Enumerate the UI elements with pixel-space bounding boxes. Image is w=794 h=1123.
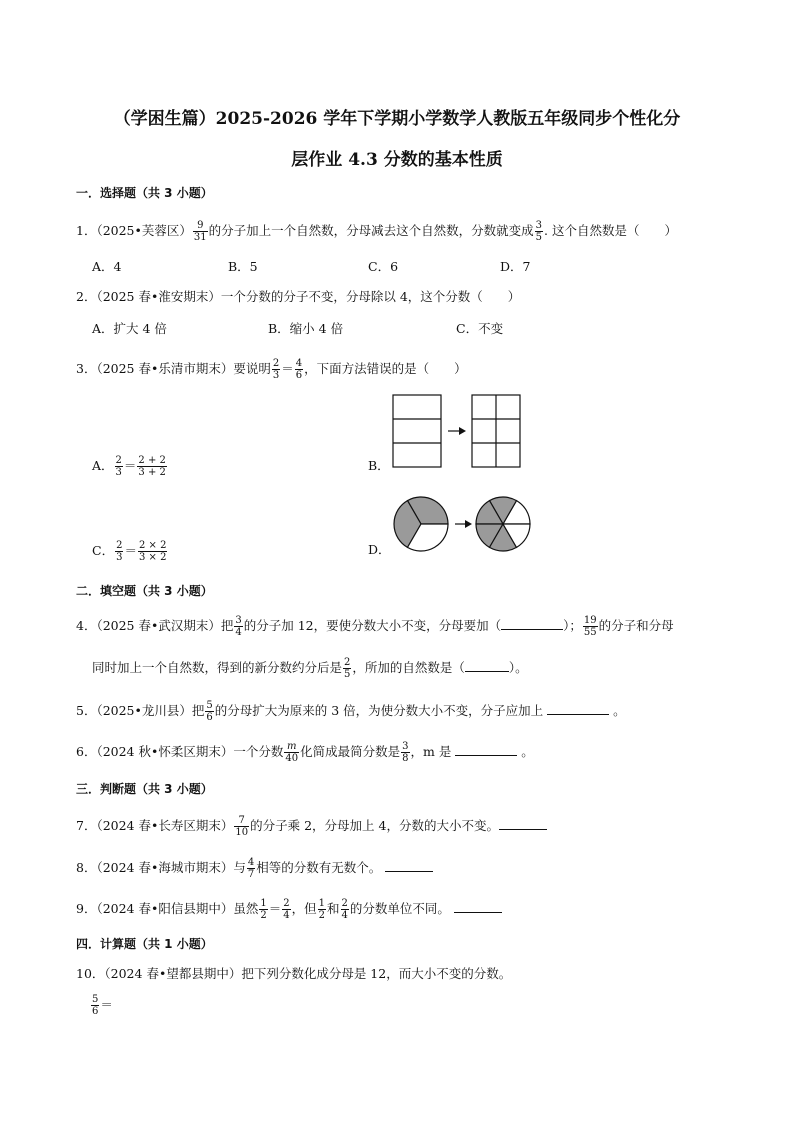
q9-fraction-a: $\frac{1}{2}$ (260, 898, 267, 921)
q4-answer-blank-1[interactable] (501, 617, 563, 630)
question-2: 2．（2025 春•淮安期末）一个分数的分子不变，分母除以 4，这个分数（ ） (76, 289, 521, 304)
q9-fraction-c: $\frac{1}{2}$ (318, 898, 326, 921)
q2-option-c[interactable]: C．不变 (456, 321, 504, 336)
q6-prefix: 6．（2024 秋•怀柔区期末）一个分数 (76, 744, 284, 759)
q1-option-a[interactable]: A．4 (92, 259, 122, 274)
q3-option-a-equals: ＝ (123, 458, 137, 473)
q1-text: 的分子加上一个自然数，分母减去这个自然数，分数就变成 (208, 223, 534, 238)
q3-option-c-label: C． (92, 543, 115, 558)
q7-fraction-a: $\frac{7}{10}$ (235, 815, 249, 838)
section-heading-calc: 四．计算题（共 1 小题） (76, 937, 213, 951)
q7-text: 的分子乘 2，分母加上 4，分数的大小不变。 (250, 818, 499, 833)
q6-fraction-a: $\frac{m}{40}$ (285, 741, 299, 764)
q6-text-2: ，m 是 (410, 744, 452, 759)
question-6 (76, 741, 534, 764)
q3-option-c-equals: ＝ (124, 543, 137, 558)
q5-answer-blank[interactable] (547, 702, 609, 715)
q8-text: 相等的分数有无数个。 (256, 860, 382, 875)
q4-text: 的分子加 12，要使分数大小不变，分母要加（ (243, 618, 502, 633)
q6-text: 化简成最简分数是 (300, 744, 401, 759)
q3-option-d-label[interactable]: D． (368, 542, 391, 557)
q9-fraction-d: $\frac{2}{4}$ (341, 898, 348, 921)
q3-option-c-frac1: $\frac{2}{3}$ (116, 540, 123, 563)
q4-answer-blank-2[interactable] (465, 659, 509, 672)
page-title-line1: （学困生篇）2025-2026 学年下学期小学数学人教版五年级同步个性化分 (113, 109, 681, 129)
q1-option-b[interactable]: B．5 (228, 259, 258, 274)
q1-fraction-b: $\frac{3}{5}$ (535, 220, 543, 243)
q3-fraction-a: $\frac{2}{3}$ (272, 358, 280, 381)
q1-option-c[interactable]: C．6 (368, 259, 399, 274)
q4-fraction-b: $\frac{19}{55}$ (583, 615, 597, 638)
question-10-item (90, 994, 113, 1017)
question-8 (76, 857, 433, 880)
section-heading-judge: 三．判断题（共 3 小题） (76, 782, 213, 796)
q4-fraction-a: $\frac{3}{4}$ (235, 615, 242, 638)
q10-fraction-a: $\frac{5}{6}$ (92, 994, 99, 1017)
q9-fraction-b: $\frac{2}{4}$ (283, 898, 290, 921)
question-9 (76, 898, 502, 921)
q10-equals: ＝ (100, 997, 113, 1012)
q8-prefix: 8．（2024 春•海城市期末）与 (76, 860, 246, 875)
q4-line2-text-2: ，所加的自然数是（ (352, 660, 465, 675)
q4-prefix: 4．（2025 春•武汉期末）把 (76, 618, 234, 633)
circle-sixths (476, 497, 530, 551)
q3-option-a-label: A． (92, 458, 114, 473)
q1-suffix: . 这个自然数是（ ） (544, 223, 677, 238)
q1-prefix: 1．（2025•芙蓉区） (76, 223, 192, 238)
question-4-line2 (92, 657, 528, 680)
q8-answer-blank[interactable] (385, 859, 433, 872)
q6-end: 。 (521, 744, 534, 759)
q9-answer-blank[interactable] (454, 900, 502, 913)
q9-prefix: 9．（2024 春•阳信县期中）虽然 (76, 901, 259, 916)
q2-option-a[interactable]: A．扩大 4 倍 (92, 321, 167, 336)
q9-equals: ＝ (268, 901, 282, 916)
question-5 (76, 700, 626, 723)
q3-fraction-b: $\frac{4}{6}$ (295, 358, 303, 381)
arrow-icon-2 (455, 520, 472, 528)
q3-suffix: ，下面方法错误的是（ ） (304, 361, 467, 376)
question-10: 10．（2024 春•望都县期中）把下列分数化成分母是 12，而大小不变的分数。 (76, 966, 512, 981)
q3-option-a-frac2: $\frac{2 + 2}{3 + 2}$ (138, 455, 166, 478)
q2-option-b[interactable]: B．缩小 4 倍 (268, 321, 344, 336)
q1-fraction-a: $\frac{9}{31}$ (193, 220, 207, 243)
q7-prefix: 7．（2024 春•长寿区期末） (76, 818, 234, 833)
q3-option-b-label[interactable]: B． (368, 458, 390, 473)
question-4 (76, 615, 674, 638)
section-heading-fill: 二．填空题（共 3 小题） (76, 584, 213, 598)
q3-option-a-frac1: $\frac{2}{3}$ (115, 455, 122, 478)
q5-end: 。 (613, 703, 626, 718)
q9-text: ，但 (291, 901, 317, 916)
q4-line2-text: 同时加上一个自然数，得到的新分数约分后是 (92, 660, 343, 675)
q9-end: 的分数单位不同。 (349, 901, 450, 916)
q8-fraction-a: $\frac{4}{7}$ (247, 857, 255, 880)
q5-text: 的分母扩大为原来的 3 倍，为使分数大小不变，分子应加上 (214, 703, 544, 718)
question-7 (76, 815, 547, 838)
q3-prefix: 3．（2025 春•乐清市期末）要说明 (76, 361, 271, 376)
q3-equals: ＝ (281, 361, 294, 376)
q3-option-c-frac2: $\frac{2 \times 2}{3 \times 2}$ (138, 540, 167, 563)
q4-text-3: 的分子和分母 (598, 618, 674, 633)
q6-answer-blank[interactable] (455, 743, 517, 756)
q5-prefix: 5．（2025•龙川县）把 (76, 703, 205, 718)
section-heading-choice: 一．选择题（共 3 小题） (76, 186, 213, 200)
page-title-line2: 层作业 4.3 分数的基本性质 (291, 150, 503, 170)
q1-option-d[interactable]: D．7 (500, 259, 531, 274)
q4-fraction-c: $\frac{2}{5}$ (344, 657, 351, 680)
q9-and: 和 (327, 901, 340, 916)
q6-fraction-b: $\frac{3}{8}$ (402, 741, 409, 764)
circle-thirds (394, 497, 448, 551)
q4-line2-text-3: ）。 (508, 660, 528, 675)
q4-text-2: ）； (563, 618, 582, 633)
q7-answer-blank[interactable] (499, 817, 547, 830)
q5-fraction-a: $\frac{5}{6}$ (206, 700, 213, 723)
